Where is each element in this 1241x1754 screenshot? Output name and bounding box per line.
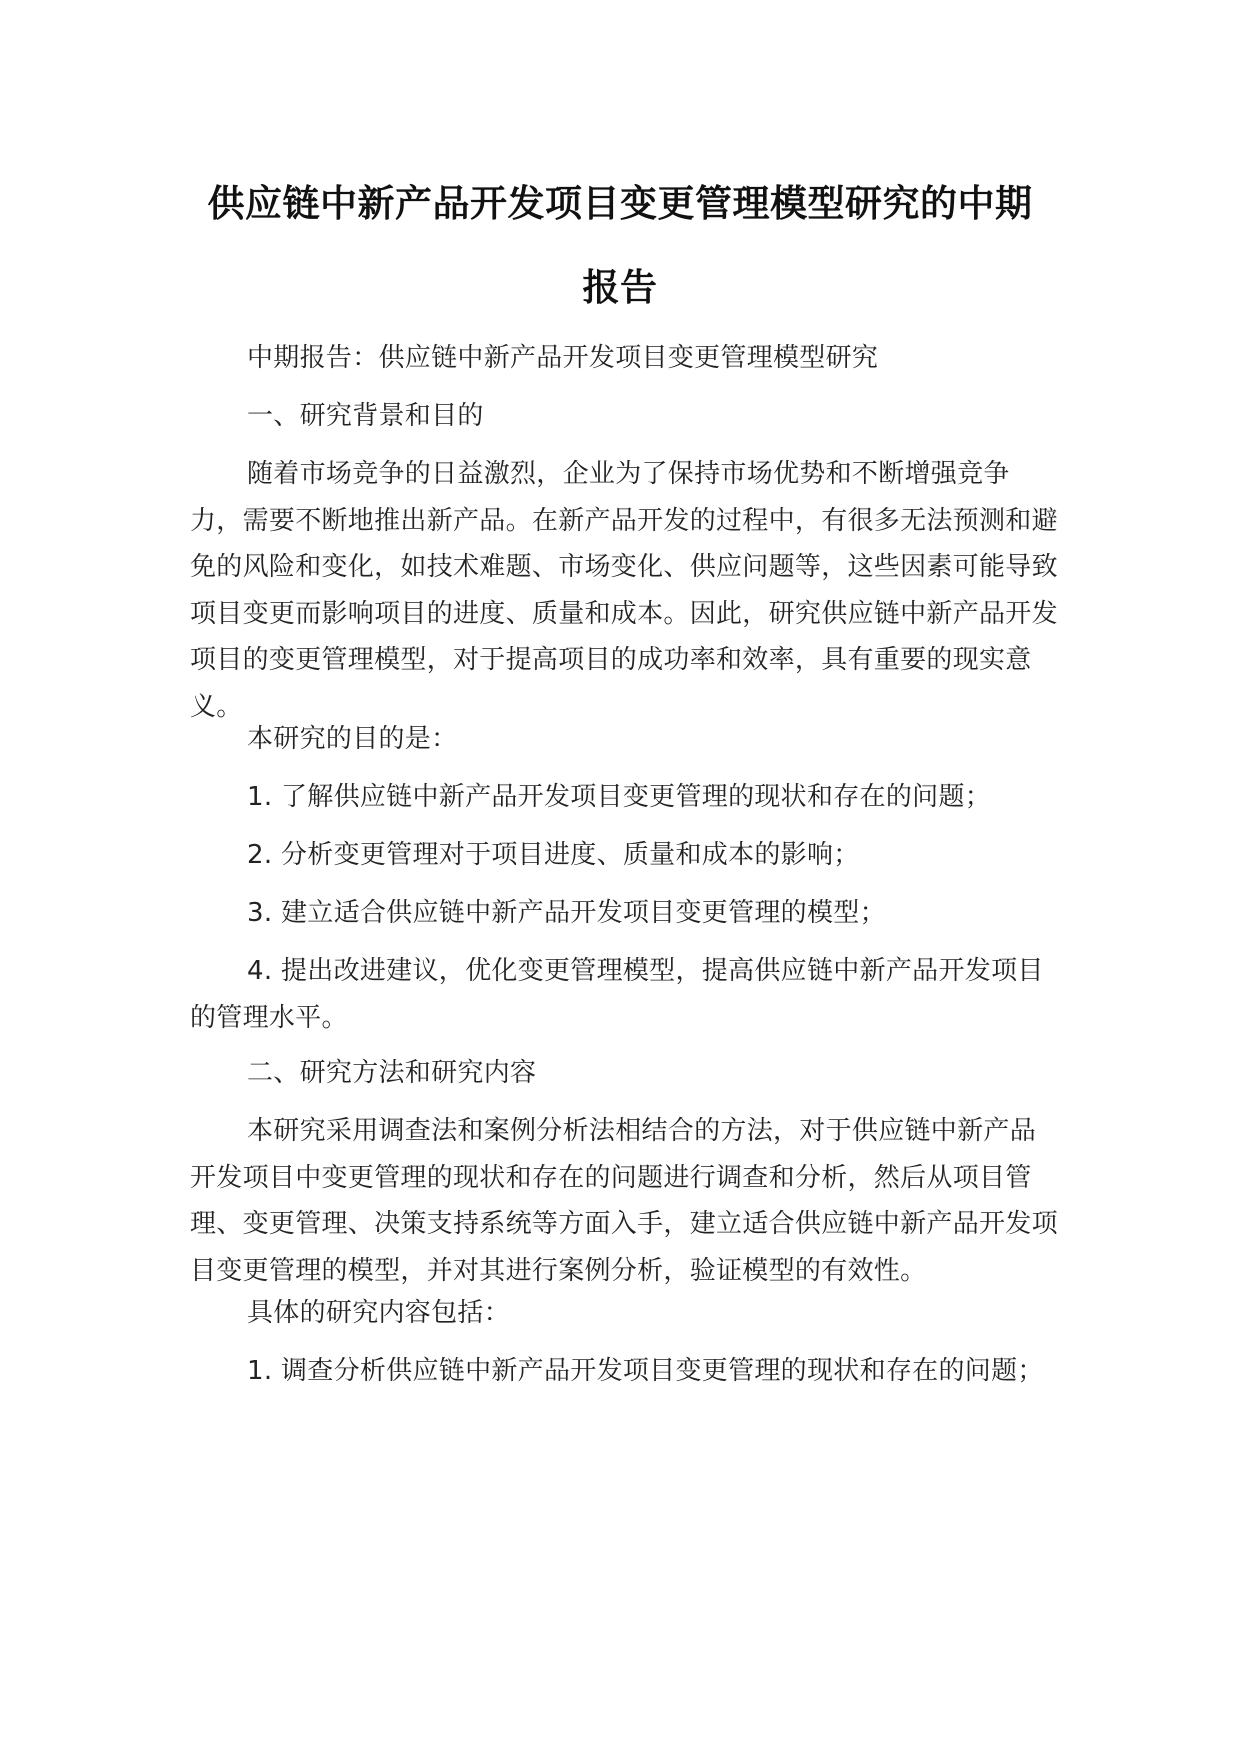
objectives-intro: 本研究的目的是： [247, 724, 458, 754]
report-subject: 中期报告：供应链中新产品开发项目变更管理模型研究 [247, 343, 879, 373]
section-heading-2: 二、研究方法和研究内容 [247, 1058, 537, 1088]
background-paragraph: 随着市场竞争的日益激烈，企业为了保持市场优势和不断增强竞争力，需要不断地推出新产品。在新产品开发的过程中，有很多无法预测和避免的风险和变化，如技术难题、市场变化、供应问题等，这些因素可能导致项目变更而影响项目的进度、质量和成本。因此，研究供应链中新产品开发项目的变更管理模型，对于提高项目的成功率和效率，具有重要的现实意义。 [190, 459, 1058, 722]
document-title-line-2: 报告 [582, 266, 658, 309]
document-title-line-1: 供应链中新产品开发项目变更管理模型研究的中期 [207, 182, 1033, 225]
content-intro: 具体的研究内容包括： [247, 1298, 511, 1328]
objective-item-2: 2. 分析变更管理对于项目进度、质量和成本的影响； [247, 840, 860, 870]
objective-item-4: 4. 提出改进建议，优化变更管理模型，提高供应链中新产品开发项目的管理水平。 [190, 956, 1044, 1033]
content-item-1: 1. 调查分析供应链中新产品开发项目变更管理的现状和存在的问题； [247, 1356, 1044, 1386]
objective-item-1: 1. 了解供应链中新产品开发项目变更管理的现状和存在的问题； [247, 782, 992, 812]
objective-item-3: 3. 建立适合供应链中新产品开发项目变更管理的模型； [247, 898, 886, 928]
methods-paragraph: 本研究采用调查法和案例分析法相结合的方法，对于供应链中新产品开发项目中变更管理的现状和存在的问题进行调查和分析，然后从项目管理、变更管理、决策支持系统等方面入手，建立适合供应链中新产品开发项目变更管理的模型，并对其进行案例分析，验证模型的有效性。 [190, 1116, 1058, 1286]
section-heading-1: 一、研究背景和目的 [247, 401, 484, 431]
